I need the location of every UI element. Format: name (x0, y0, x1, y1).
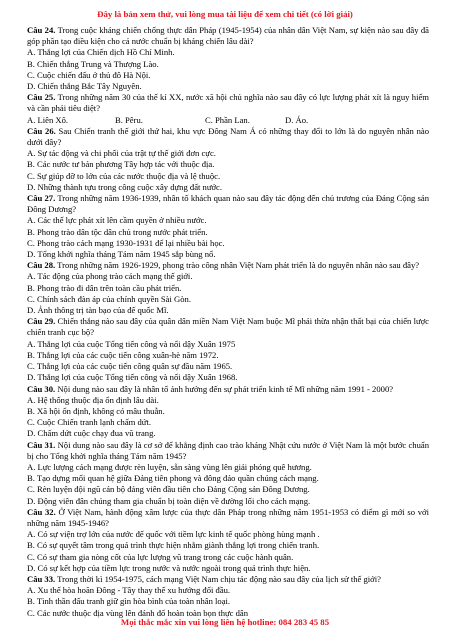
answer-option: D. Áo. (285, 114, 309, 125)
answer-option: A. Tác động của phong trào cách mạng thế giới. (27, 271, 193, 282)
answer-option: D. Chiến thắng Bắc Tây Nguyên. (27, 81, 142, 92)
answer-option: D. Thắng lợi của cuộc Tổng tiến công và nổi dậy Xuân 1968. (27, 372, 238, 383)
question-number: Câu 27. (27, 193, 56, 204)
question-text: Sau Chiến tranh thế giới thứ hai, khu vực Đông Nam Á có những thay đổi to lớn là do nguyên nhân nào dưới đây? (27, 125, 429, 148)
answer-option: C. Các nước thuộc địa vùng lên đánh đổ hoàn toàn bọn thực dân (27, 607, 249, 618)
question-number: Câu 26. (27, 125, 56, 136)
question-number: Câu 30. (27, 383, 56, 394)
answer-option: A. Hệ thống thuộc địa ổn định lâu dài. (27, 394, 159, 405)
question-text: Trong những năm 1936-1939, nhân tố khách quan nào sau đây tác động đến chủ trương của Đảng Cộng sản Đông Dương? (27, 193, 429, 215)
answer-option: B. Tình thần đấu tranh giữ gìn hòa bình của toàn nhân loại. (27, 596, 231, 607)
question-text: Nội dung nào sau đây là cơ sở để khẳng định cao trào kháng Nhật cứu nước ở Việt Nam là một bước chuẩn bị cho Tổng khởi nghĩa tháng Tám năm 1945? (27, 439, 429, 461)
answer-option: D. Những thành tựu trong công cuộc xây dựng đất nước. (27, 181, 223, 192)
question-number: Câu 24. (27, 25, 56, 35)
answer-option: C. Phần Lan. (205, 114, 250, 125)
question-text: Chiến thắng nào sau đây của quân dân miền Nam Việt Nam buộc Mĩ phải thừa nhận thất bại của chiến lược chiến tranh cục bộ? (27, 316, 429, 338)
question-text: Trong những năm 1926-1929, phong trào công nhân Việt Nam phát triển là do nguyên nhân nào sau đây? (55, 260, 420, 271)
question-text: Nội dung nào sau đây là nhân tố ảnh hưởng đến sự phát triển kinh tế Mĩ những năm 1991 - 2000? (55, 383, 394, 394)
answer-option: A. Liên Xô. (27, 114, 69, 125)
answer-option: B. Chiến thắng Trung và Thượng Lào. (27, 58, 159, 69)
answer-option: C. Cuộc chiến đấu ở thủ đô Hà Nội. (27, 69, 151, 80)
answer-option: C. Có sự tham gia nòng cốt của lực lượng vũ trang trong các cuộc hành quân. (27, 551, 294, 562)
answer-option: C. Chính sách đàn áp của chính quyền Sài Gòn. (27, 293, 191, 304)
question-stem (27, 193, 429, 215)
preview-notice-header: Đây là bản xem thử, vui lòng mua tài liệu để xem chi tiết (có lời giải) (97, 9, 353, 19)
question-number: Câu 33. (27, 573, 56, 584)
answer-option: D. Có sự kết hợp của tiềm lực trong nước và nước ngoài trong quá trình thực hiện. (27, 562, 311, 573)
answer-option: D. Tổng khởi nghĩa tháng Tám năm 1945 sắp bùng nổ. (27, 249, 216, 260)
answer-option: C. Rèn luyện đội ngũ cán bộ đảng viên đầu tiên cho Đảng Cộng sản Đông Dương. (27, 484, 310, 495)
answer-option: C. Cuộc Chiến tranh lạnh chấm dứt. (27, 417, 151, 428)
answer-option: D. Động viên đân chúng tham gia chuẩn bị toàn diện về đường lối cho cách mạng. (27, 495, 311, 506)
answer-option: A. Xu thế hòa hoãn Đông - Tây thay thế xu hướng đối đầu. (27, 585, 231, 596)
question-stem (27, 260, 429, 271)
answer-option: A. Thắng lợi của cuộc Tổng tiến công và nổi dậy Xuân 1975 (27, 338, 236, 349)
answer-option: D. Ảnh thông trị tàn bạo của đế quốc Mĩ. (27, 305, 169, 316)
answer-option: A. Thắng lợi của Chiến dịch Hồ Chí Minh. (27, 47, 175, 58)
question-number: Câu 31. (27, 439, 56, 450)
answer-option: B. Phong trào dân tộc dân chủ trong nước phát triển. (27, 226, 208, 237)
answer-option: C. Sự giúp đỡ to lớn của các nước thuộc địa và lệ thuộc. (27, 170, 221, 181)
question-stem (27, 126, 429, 148)
question-stem (27, 25, 429, 47)
answer-option: A. Các thế lực phát xít lên cầm quyền ở nhiều nước. (27, 215, 207, 226)
answer-option: B. Phong trào đi dân trên toàn cầu phát triển. (27, 282, 182, 293)
answer-option: B. Thắng lợi của các cuộc tiến công xuân-hè năm 1972. (27, 349, 219, 360)
question-number: Câu 32. (27, 506, 56, 517)
question-list (27, 25, 429, 619)
question-stem (27, 92, 429, 114)
question-text: Trong thời kì 1954-1975, cách mạng Việt Nam chịu tác động nào sau đây của lịch sử thế giới? (55, 573, 381, 584)
answer-option: C. Phong trào cách mạng 1930-1931 để lại nhiều bài học. (27, 237, 225, 248)
answer-option: A. Sự tác động và chi phối của trật tự thế giới đơn cực. (27, 148, 216, 159)
question-stem (27, 574, 429, 585)
question-text: Trong những năm 30 của thế kỉ XX, nước xã hội chủ nghĩa nào sau đây có lực lượng phát xít là nguy hiểm và cần phải tiêu diệt? (27, 92, 429, 114)
answer-option: A. Có sự viện trợ lớn của nước đế quốc với tiềm lực kinh tế quốc phòng hùng mạnh . (27, 529, 320, 540)
question-text: Trong cuộc kháng chiến chống thực dân Pháp (1945-1954) của nhân dân Việt Nam, sự kiện nào sau đây đã góp phần tạo điều kiện cho cả nước chuẩn bị kháng chiến lâu dài? (27, 25, 429, 47)
question-text: Ở Việt Nam, hành động xâm lược của thực dân Pháp trong những năm 1951-1953 có điểm gì mới so với những năm 1945-1946? (27, 506, 429, 528)
question-stem (27, 507, 429, 529)
answer-option: C. Thắng lợi của các cuộc tiến công quân sự đầu năm 1965. (27, 361, 233, 372)
question-number: Câu 25. (27, 92, 56, 103)
hotline-footer: Mọi thắc mắc xin vui lòng liên hệ hotline: 084 283 45 85 (120, 617, 330, 627)
answer-option: B. Có sự quyết tâm trong quá trình thực hiện nhằm giành thắng lợi trong chiến tranh. (27, 540, 320, 551)
answer-option-row (27, 115, 429, 126)
question-stem (27, 440, 429, 462)
answer-option: A. Lực lượng cách mạng được rèn luyện, sẵn sàng vùng lên giải phóng quê hương. (27, 461, 312, 472)
answer-option: B. Các nước tư bản phương Tây hợp tác với thuộc địa. (27, 159, 215, 170)
question-number: Câu 29. (27, 316, 56, 327)
answer-option: B. Xã hội ổn định, không có mâu thuẫn. (27, 405, 165, 416)
answer-option: B. Tạo dựng mối quan hệ giữa Đảng tiên phong và đông đảo quần chúng cách mạng. (27, 473, 319, 484)
question-number: Câu 28. (27, 260, 56, 271)
answer-option: D. Chấm dứt cuộc chạy đua vũ trang. (27, 428, 156, 439)
question-stem (27, 384, 429, 395)
question-stem (27, 316, 429, 338)
answer-option: B. Pêru. (115, 114, 143, 125)
